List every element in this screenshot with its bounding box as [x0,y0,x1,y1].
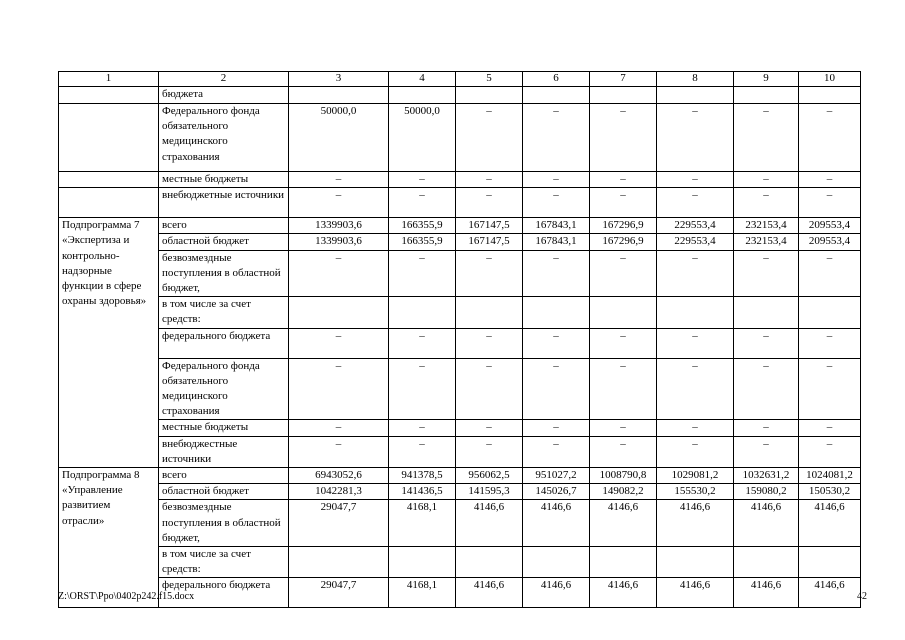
value-cell: – [734,420,799,436]
budget-table [58,71,861,608]
column-header: 1 [59,72,159,87]
value-cell: – [456,188,523,218]
value-cell [590,297,657,328]
value-cell: – [289,172,389,188]
value-cell [456,87,523,104]
value-cell: – [289,420,389,436]
table-row [59,436,861,467]
value-cell [389,297,456,328]
value-cell: – [799,358,861,420]
subprogram-name-cell [59,104,159,172]
column-header: 4 [389,72,456,87]
table-row [59,468,861,484]
funding-source-cell: федерального бюджета [159,578,289,608]
value-cell: 167147,5 [456,218,523,234]
value-cell: – [289,436,389,467]
value-cell [657,297,734,328]
value-cell: – [799,436,861,467]
table-row [59,87,861,104]
value-cell: 232153,4 [734,218,799,234]
value-cell: 229553,4 [657,218,734,234]
value-cell [799,297,861,328]
value-cell: – [799,188,861,218]
column-header: 8 [657,72,734,87]
funding-source-cell: Федерального фонда обязательного медицинского страхования [159,104,289,172]
table-row [59,250,861,297]
value-cell: 4146,6 [523,578,590,608]
value-cell [456,547,523,578]
value-cell: 6943052,6 [289,468,389,484]
subprogram-name-cell: Подпрограмма 8 «Управление развитием отрасли» [59,468,159,608]
value-cell: 1042281,3 [289,484,389,500]
value-cell: – [734,172,799,188]
funding-source-cell: всего [159,218,289,234]
value-cell: 167147,5 [456,234,523,250]
value-cell [389,87,456,104]
value-cell: – [289,188,389,218]
value-cell: – [799,104,861,172]
table-row [59,234,861,250]
value-cell: 1024081,2 [799,468,861,484]
funding-source-cell: в том числе за счет средств: [159,547,289,578]
value-cell [289,547,389,578]
value-cell: 149082,2 [590,484,657,500]
value-cell [657,87,734,104]
value-cell [590,547,657,578]
value-cell: 229553,4 [657,234,734,250]
value-cell: 4146,6 [734,578,799,608]
page-number: 42 [857,591,867,602]
value-cell: – [389,358,456,420]
column-header: 3 [289,72,389,87]
value-cell: – [523,436,590,467]
value-cell: – [734,250,799,297]
value-cell: 166355,9 [389,234,456,250]
value-cell: 159080,2 [734,484,799,500]
value-cell: 4146,6 [799,500,861,547]
value-cell: – [456,172,523,188]
funding-source-cell: безвозмездные поступления в областной бюджет, [159,250,289,297]
value-cell [389,547,456,578]
funding-source-cell: безвозмездные поступления в областной бюджет, [159,500,289,547]
value-cell: – [590,250,657,297]
value-cell [657,547,734,578]
value-cell: – [456,358,523,420]
value-cell: 1032631,2 [734,468,799,484]
value-cell: – [523,104,590,172]
value-cell: – [799,172,861,188]
subprogram-name-cell [59,172,159,188]
value-cell: – [590,188,657,218]
value-cell: – [289,250,389,297]
funding-source-cell: федерального бюджета [159,328,289,358]
value-cell: – [590,328,657,358]
value-cell [734,297,799,328]
value-cell: – [734,358,799,420]
value-cell: – [289,358,389,420]
table-row [59,358,861,420]
value-cell [456,297,523,328]
column-header: 6 [523,72,590,87]
table-row [59,420,861,436]
column-header: 7 [590,72,657,87]
subprogram-name-cell: Подпрограмма 7 «Экспертиза и контрольно-надзорные функции в сфере охраны здоровья» [59,218,159,468]
value-cell: 4146,6 [590,578,657,608]
value-cell: – [523,188,590,218]
value-cell: 4146,6 [734,500,799,547]
value-cell: – [657,104,734,172]
value-cell: 29047,7 [289,500,389,547]
value-cell [734,547,799,578]
value-cell: 209553,4 [799,218,861,234]
value-cell: 1339903,6 [289,218,389,234]
value-cell: – [657,358,734,420]
value-cell [289,87,389,104]
subprogram-name-cell [59,188,159,218]
value-cell: 167296,9 [590,234,657,250]
value-cell [799,87,861,104]
funding-source-cell: бюджета [159,87,289,104]
funding-source-cell: местные бюджеты [159,172,289,188]
value-cell: 167296,9 [590,218,657,234]
column-header: 10 [799,72,861,87]
table-row [59,172,861,188]
funding-source-cell: внебюджетные источники [159,188,289,218]
value-cell: – [657,328,734,358]
value-cell: 150530,2 [799,484,861,500]
value-cell: – [456,104,523,172]
table-row [59,297,861,328]
value-cell: – [289,328,389,358]
value-cell: 951027,2 [523,468,590,484]
document-file-path: Z:\ORST\Ppo\0402p242.f15.docx [58,591,195,602]
column-header: 9 [734,72,799,87]
value-cell: – [657,188,734,218]
value-cell: – [799,420,861,436]
value-cell [523,547,590,578]
value-cell: – [456,328,523,358]
value-cell: – [590,104,657,172]
value-cell: 155530,2 [657,484,734,500]
value-cell: 50000,0 [289,104,389,172]
value-cell [289,297,389,328]
value-cell: 4146,6 [456,500,523,547]
value-cell [523,297,590,328]
subprogram-name-cell [59,87,159,104]
value-cell: – [734,188,799,218]
value-cell: 4146,6 [523,500,590,547]
value-cell: – [657,250,734,297]
funding-source-cell: Федерального фонда обязательного медицинского страхования [159,358,289,420]
value-cell: – [389,188,456,218]
value-cell: – [523,328,590,358]
value-cell: – [456,436,523,467]
value-cell: 941378,5 [389,468,456,484]
value-cell: – [389,328,456,358]
funding-source-cell: областной бюджет [159,484,289,500]
value-cell: 145026,7 [523,484,590,500]
value-cell: – [590,436,657,467]
value-cell: – [734,104,799,172]
value-cell [799,547,861,578]
value-cell: 4146,6 [657,578,734,608]
value-cell: – [734,436,799,467]
value-cell: – [657,420,734,436]
table-header-row [59,72,861,87]
value-cell: – [389,420,456,436]
value-cell: 29047,7 [289,578,389,608]
value-cell: 4146,6 [657,500,734,547]
table-row [59,484,861,500]
table-row [59,218,861,234]
value-cell: 141595,3 [456,484,523,500]
value-cell: 4146,6 [590,500,657,547]
value-cell: 209553,4 [799,234,861,250]
value-cell: – [734,328,799,358]
column-header: 5 [456,72,523,87]
value-cell: 50000,0 [389,104,456,172]
funding-source-cell: внебюджестные источники [159,436,289,467]
value-cell: – [389,172,456,188]
table-row [59,188,861,218]
value-cell: – [799,328,861,358]
value-cell: 4146,6 [456,578,523,608]
value-cell: – [389,436,456,467]
value-cell: 1029081,2 [657,468,734,484]
value-cell: 956062,5 [456,468,523,484]
value-cell: 166355,9 [389,218,456,234]
table-row [59,328,861,358]
value-cell: – [523,420,590,436]
value-cell: 4168,1 [389,578,456,608]
funding-source-cell: в том числе за счет средств: [159,297,289,328]
value-cell: – [799,250,861,297]
value-cell [523,87,590,104]
value-cell: 167843,1 [523,218,590,234]
value-cell: – [523,250,590,297]
value-cell: 167843,1 [523,234,590,250]
value-cell: – [523,172,590,188]
value-cell: – [657,172,734,188]
funding-source-cell: областной бюджет [159,234,289,250]
value-cell: – [657,436,734,467]
funding-source-cell: всего [159,468,289,484]
value-cell: 4146,6 [799,578,861,608]
value-cell: – [590,172,657,188]
funding-source-cell: местные бюджеты [159,420,289,436]
column-header: 2 [159,72,289,87]
value-cell: – [590,420,657,436]
value-cell: – [456,420,523,436]
table-row [59,500,861,547]
table-row [59,104,861,172]
value-cell [590,87,657,104]
value-cell: 4168,1 [389,500,456,547]
value-cell [734,87,799,104]
value-cell: – [456,250,523,297]
value-cell: 1339903,6 [289,234,389,250]
value-cell: – [389,250,456,297]
value-cell: – [590,358,657,420]
table-row [59,547,861,578]
value-cell: 232153,4 [734,234,799,250]
value-cell: 141436,5 [389,484,456,500]
value-cell: 1008790,8 [590,468,657,484]
value-cell: – [523,358,590,420]
